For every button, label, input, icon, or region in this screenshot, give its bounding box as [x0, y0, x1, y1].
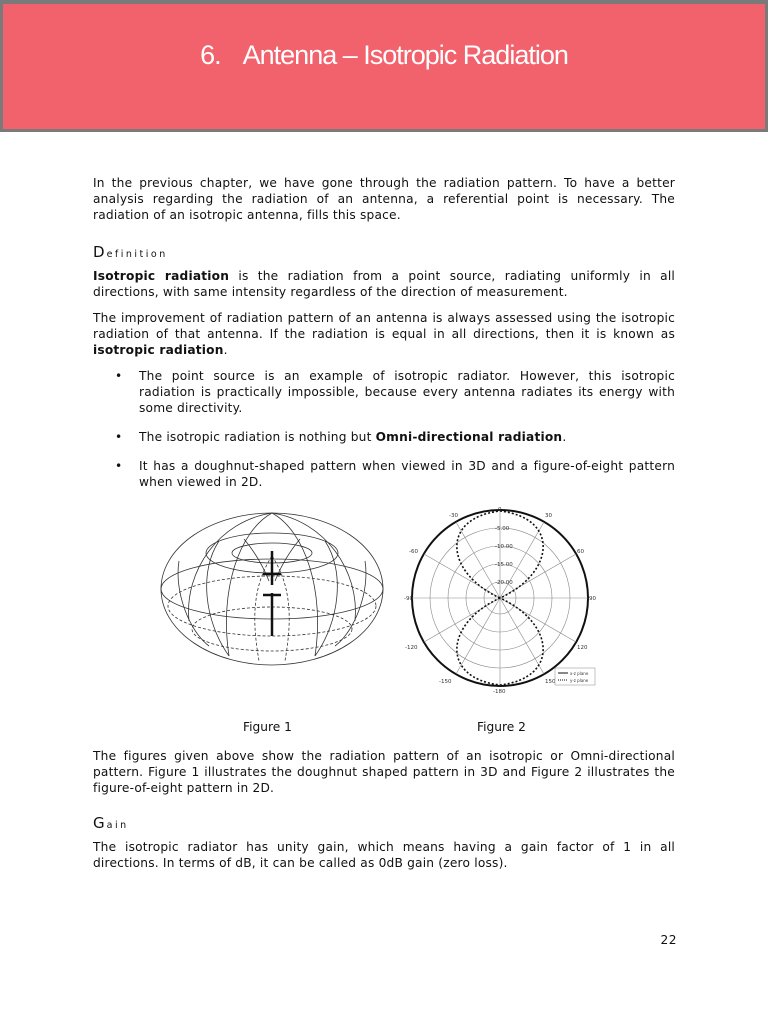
- figures-row: [93, 503, 675, 748]
- polar-ring-label: -5.00: [495, 526, 510, 532]
- polar-ring-label: -15.00: [495, 562, 513, 568]
- polar-angle-label: 30: [545, 513, 552, 519]
- polar-angle-label: 150: [545, 679, 556, 685]
- gain-heading: [93, 814, 675, 835]
- definition-paragraph: [93, 268, 675, 300]
- polar-angle-label: 60: [577, 549, 584, 555]
- polar-angle-label: -120: [405, 645, 418, 651]
- definition-heading-cap: D: [93, 243, 107, 261]
- improvement-paragraph: [93, 310, 675, 358]
- polar-legend: [555, 668, 595, 685]
- polar-angle-label: 90: [589, 596, 596, 602]
- figure-1-caption: Figure 1: [243, 720, 292, 734]
- improvement-end: .: [223, 343, 228, 357]
- bullet-term: Omni-directional radiation: [375, 430, 563, 444]
- chapter-banner: [0, 0, 768, 132]
- chapter-number: 6.: [200, 40, 221, 70]
- gain-heading-cap: G: [93, 814, 107, 832]
- legend-entry: x-z plane: [570, 671, 589, 676]
- definition-term: Isotropic radiation: [93, 269, 230, 283]
- bullet-item: [93, 429, 675, 445]
- polar-angle-label: -30: [449, 513, 458, 519]
- bullet-item: • It has a doughnut-shaped pattern when viewed in 3D and a figure-of-eight pattern when viewed in 2D.: [93, 458, 675, 490]
- definition-heading-rest: efinition: [106, 249, 168, 260]
- polar-ring-label: -20.00: [495, 580, 513, 586]
- polar-angle-label: -180: [493, 689, 506, 695]
- polar-angle-label: -150: [439, 679, 452, 685]
- legend-entry: y-z plane: [570, 678, 589, 683]
- improvement-term: isotropic radiation: [93, 343, 224, 357]
- definition-heading: [93, 243, 675, 264]
- bullet-end: .: [562, 430, 567, 444]
- intro-paragraph: In the previous chapter, we have gone through the radiation pattern. To have a better analysis regarding the radiation of an antenna, a referential point is necessary. The radiation of an isotropic antenna, fills this space.: [93, 176, 675, 222]
- figures-description: The figures given above show the radiation pattern of an isotropic or Omni-directional pattern. Figure 1 illustrates the doughnut shaped pattern in 3D and Figure 2 illustrates the figure-of-eight pattern in 2D.: [93, 749, 675, 795]
- definition-text: is the radiation from a point source, radiating uniformly in all directions, with same intensity regardless of the direction of measurement.: [93, 269, 675, 299]
- bullet-list: [93, 368, 675, 490]
- page-number: 22: [660, 933, 677, 947]
- polar-angle-label: 0: [498, 507, 502, 513]
- bullet-text: The isotropic radiation is nothing but: [139, 430, 376, 444]
- improvement-text: The improvement of radiation pattern of an antenna is always assessed using the isotropic radiation of that antenna. If the radiation is equal in all directions, then it is known as: [93, 311, 675, 341]
- doughnut-pattern-figure: [159, 511, 385, 671]
- page-content: [93, 175, 675, 871]
- polar-angle-label: -90: [404, 596, 413, 602]
- polar-angle-label: 120: [577, 645, 588, 651]
- chapter-title-text: Antenna – Isotropic Radiation: [242, 40, 568, 70]
- polar-ring-label: -10.00: [495, 544, 513, 550]
- figure-2-caption: Figure 2: [477, 720, 526, 734]
- gain-paragraph: The isotropic radiator has unity gain, which means having a gain factor of 1 in all directions. In terms of dB, it can be called as 0dB gain (zero loss).: [93, 840, 675, 870]
- polar-pattern-figure: [405, 503, 595, 693]
- gain-heading-rest: ain: [106, 820, 129, 831]
- chapter-title: [3, 40, 765, 71]
- bullet-item: • The point source is an example of isotropic radiator. However, this isotropic radiation is practically impossible, because every antenna radiates its energy with some directivity.: [93, 368, 675, 416]
- polar-angle-label: -60: [409, 549, 418, 555]
